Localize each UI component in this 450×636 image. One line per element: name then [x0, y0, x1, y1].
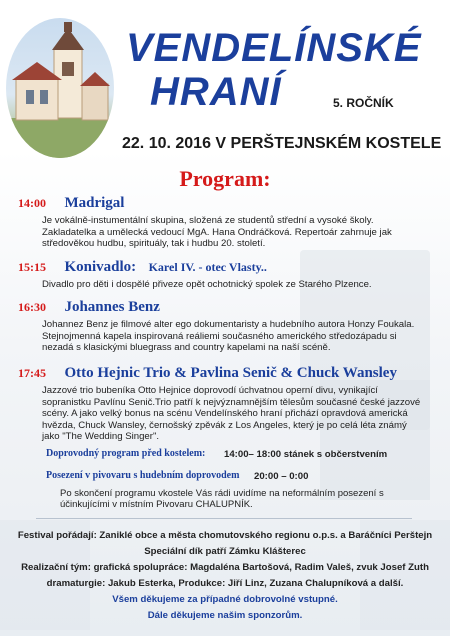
item-description: Jazzové trio bubeníka Otto Hejnice doprovodí úchvatnou operní divu, vynikající sopranistku Pavlínu Senič.Trio patří k nejvýznamnějším tělesům současné české jazzové scény. A jako velký bonus na scénu Vendelínského hraní přichází opravdová americká hvězda, Chuck Wansley, černošský zpěvák z Los Angeles, který je po celá léta známý jako "The Wedding Singer".: [42, 385, 421, 443]
item-time: 14:00: [18, 196, 46, 210]
date-place: 22. 10. 2016 V PERŠTEJNSKÉM KOSTELE: [122, 135, 442, 152]
item-time: 16:30: [18, 300, 46, 314]
program-item: [18, 258, 438, 291]
item-name: Konivadlo:: [64, 259, 137, 275]
program-item: [18, 364, 438, 443]
item-name: Otto Hejnic Trio & Pavlina Senič & Chuck Wansley: [64, 365, 397, 381]
credits-entry-thanks: Všem děkujeme za případné dobrovolné vstupné.: [112, 594, 338, 605]
item-time: 15:15: [18, 260, 46, 274]
after-program-note: Po skončení programu vkostele Vás rádi uvidíme na neformálním posezení s účinkujícími v místním Pivovaru CHALUPNÍK.: [60, 488, 384, 510]
credits-dramaturgy: dramaturgie: Jakub Esterka, Produkce: Jiří Linz, Zuzana Chalupníková a další.: [46, 578, 404, 589]
church-photo: [6, 18, 114, 158]
title-line-1: VENDELÍNSKÉ: [126, 26, 422, 70]
title-line-2: HRANÍ: [150, 70, 282, 114]
program-heading: Program:: [179, 166, 271, 191]
program-item: [18, 298, 438, 354]
item-description: Johannez Benz je filmové alter ego dokumentaristy a hudebního autora Honzy Foukala. Stejnojmenná kapela inspirovaná reáliemi současného amerického středozápadu si nezadá s klasickými bluegrass and country kapelami na naší scéně.: [42, 319, 415, 354]
credits-thanks: Speciální dík patří Zámku Klášterec: [144, 546, 306, 557]
pub-label: Posezení v pivovaru s hudebním doprovodem: [46, 470, 240, 481]
item-description: Je vokálně-instumentální skupina, složená ze studentů střední a vysoké školy. Zakladatelka a umělecká vedoucí MgA. Hana Ondráčková. Repertoár zahrnuje jak středověkou hudbu, spirituály, tak i hudbu 20. století.: [42, 215, 392, 250]
church-illustration: [6, 18, 114, 158]
side-program-label: Doprovodný program před kostelem:: [46, 448, 206, 459]
divider: [36, 518, 412, 519]
item-name: Johannes Benz: [64, 299, 160, 315]
item-subtitle: Karel IV. - otec Vlasty..: [148, 260, 267, 274]
side-program-value: 14:00– 18:00 stánek s občerstvením: [224, 449, 388, 460]
credits-organizers: Festival pořádají: Zaniklé obce a města chomutovského regionu o.p.s. a Baráčníci Perštejn: [17, 530, 433, 541]
credits-team: Realizační tým: grafická spolupráce: Magdaléna Bartošová, Radim Valeš, zvuk Josef Zuth: [21, 562, 429, 573]
item-description: Divadlo pro děti i dospělé přiveze opět ochotnický spolek ze Starého Plzence.: [42, 279, 372, 290]
program-item: [18, 194, 438, 250]
item-name: Madrigal: [64, 195, 125, 211]
credits-sponsors: Dále děkujeme našim sponzorům.: [147, 610, 303, 621]
item-time: 17:45: [18, 366, 46, 380]
pub-time: 20:00 – 0:00: [254, 471, 309, 482]
edition-label: 5. ROČNÍK: [333, 96, 394, 110]
